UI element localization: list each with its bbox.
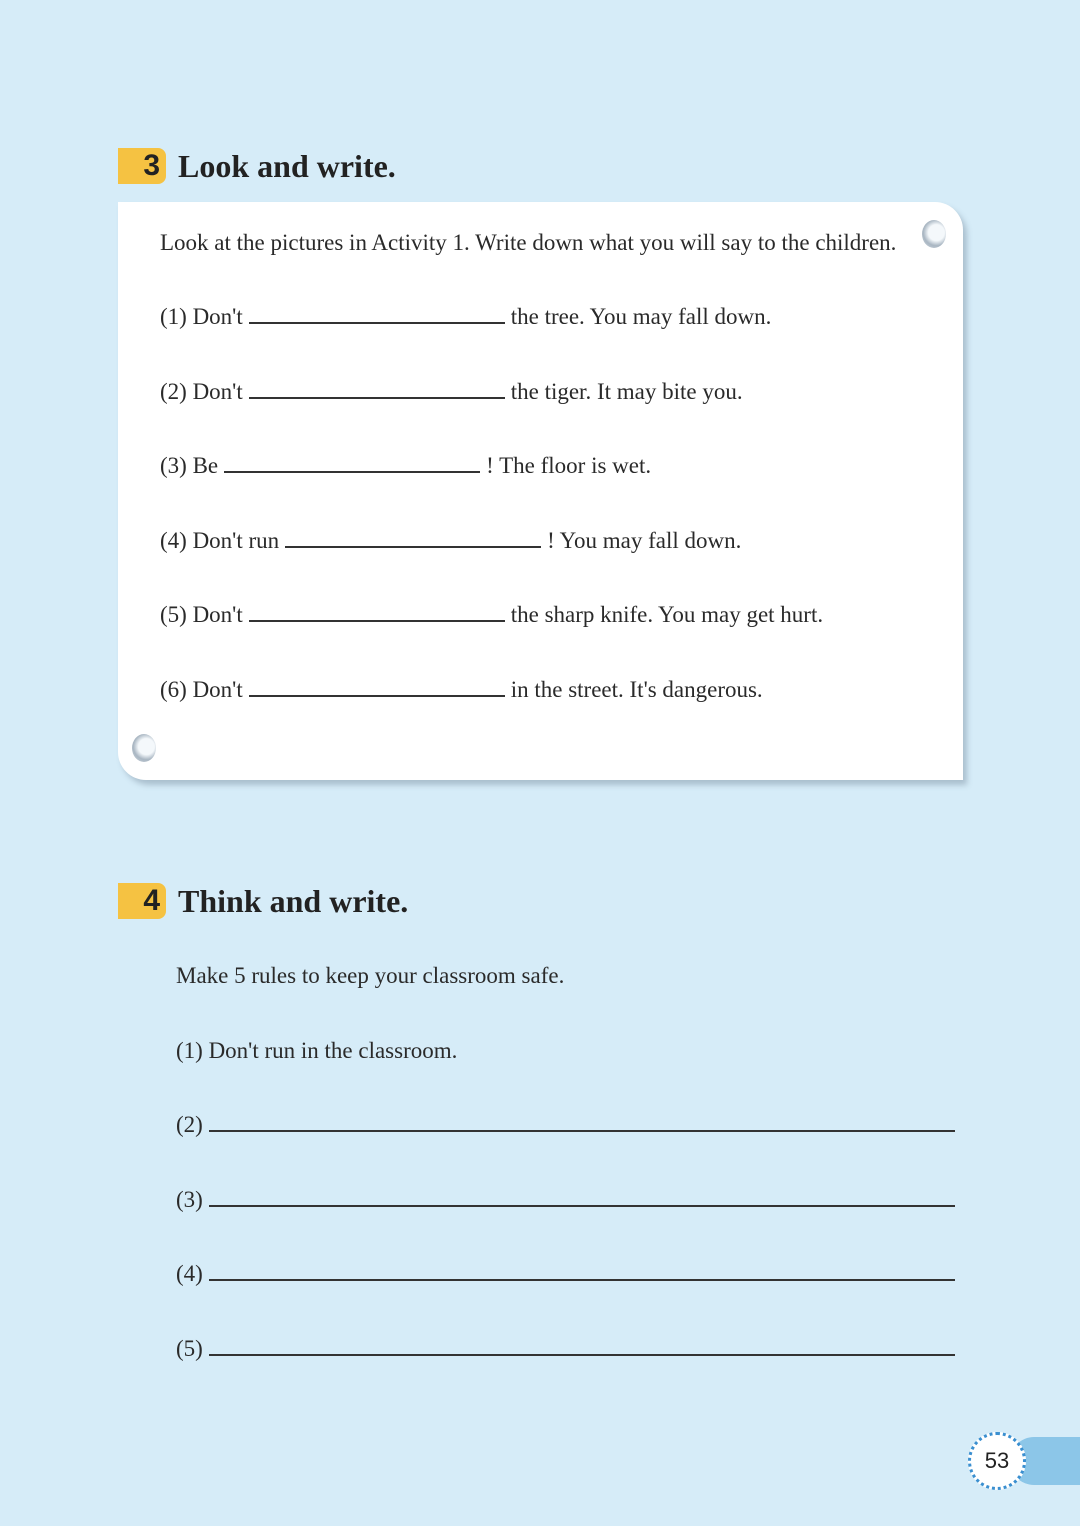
rule-line-4 (176, 1261, 961, 1287)
item-1-prefix: (1) Don't (160, 304, 243, 329)
rule-line-3 (176, 1187, 961, 1213)
item-2-suffix: the tiger. It may bite you. (510, 379, 743, 404)
rule-5-blank[interactable] (209, 1336, 955, 1356)
page-number: 53 (968, 1432, 1026, 1490)
exercise-line-6 (160, 677, 763, 703)
rule-3-blank[interactable] (209, 1187, 955, 1207)
exercise-line-4 (160, 528, 741, 554)
item-3-prefix: (3) Be (160, 453, 219, 478)
item-1-blank[interactable] (249, 304, 505, 324)
rule-2-blank[interactable] (209, 1112, 955, 1132)
rule-5-label: (5) (176, 1336, 203, 1361)
item-5-suffix: the sharp knife. You may get hurt. (510, 602, 824, 627)
rule-line-2 (176, 1112, 961, 1138)
rule-3-label: (3) (176, 1187, 203, 1212)
exercise-line-5 (160, 602, 823, 628)
exercise-line-1 (160, 304, 771, 330)
item-2-blank[interactable] (249, 379, 505, 399)
exercise-line-3 (160, 453, 651, 479)
section-4-example: (1) Don't run in the classroom. (176, 1038, 458, 1063)
section-4-instruction: Make 5 rules to keep your classroom safe. (176, 963, 565, 988)
item-6-suffix: in the street. It's dangerous. (510, 677, 763, 702)
section-4-number: 4 (118, 883, 166, 919)
section-3-header (118, 146, 396, 186)
section-3-instruction: Look at the pictures in Activity 1. Write down what you will say to the children. (160, 230, 897, 255)
exercise-line-2 (160, 379, 743, 405)
binder-hole-bottom (132, 734, 156, 762)
rule-4-label: (4) (176, 1261, 203, 1286)
item-6-prefix: (6) Don't (160, 677, 243, 702)
item-1-suffix: the tree. You may fall down. (510, 304, 772, 329)
rule-2-label: (2) (176, 1112, 203, 1137)
rule-4-blank[interactable] (209, 1261, 955, 1281)
item-3-blank[interactable] (224, 453, 480, 473)
section-4-header (118, 881, 408, 921)
rule-line-5 (176, 1336, 961, 1362)
item-5-blank[interactable] (249, 602, 505, 622)
item-6-blank[interactable] (249, 677, 505, 697)
section-3-title: Look and write. (178, 147, 396, 184)
section-4-title: Think and write. (178, 882, 409, 919)
item-4-prefix: (4) Don't run (160, 528, 280, 553)
binder-hole-top (922, 220, 946, 248)
section-3-number: 3 (118, 148, 166, 184)
item-3-suffix: ! The floor is wet. (486, 453, 652, 478)
item-5-prefix: (5) Don't (160, 602, 243, 627)
item-4-blank[interactable] (285, 528, 541, 548)
item-4-suffix: ! You may fall down. (547, 528, 742, 553)
exercise-card (118, 202, 963, 780)
item-2-prefix: (2) Don't (160, 379, 243, 404)
